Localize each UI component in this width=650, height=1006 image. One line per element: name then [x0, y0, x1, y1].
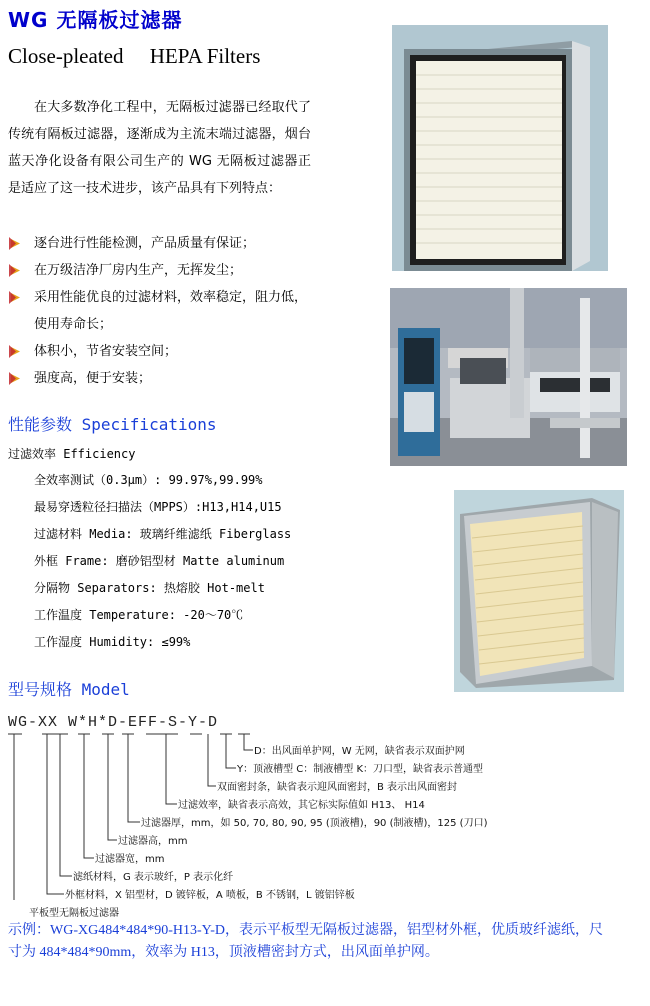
diagram-label: 过滤器高，mm — [118, 836, 188, 847]
filter-angled-photo — [454, 490, 624, 692]
bullet-icon — [8, 371, 23, 386]
page-subtitle: Close-pleated HEPA Filters — [8, 44, 261, 68]
feature-text: 体积小，节省安装空间； — [34, 344, 178, 359]
diagram-label: 滤纸材料，G 表示玻纤，P 表示化纤 — [73, 872, 234, 883]
spec-list — [34, 467, 291, 656]
filter-front-photo — [392, 25, 608, 271]
diagram-label: 外框材料，X 铝型材，D 镀锌板，A 喷板，B 不锈钢，L 镀铝锌板 — [65, 890, 355, 901]
spec-item: 工作温度 Temperature: -20～70℃ — [34, 608, 244, 622]
spec-item: 外框 Frame: 磨砂铝型材 Matte aluminum — [34, 554, 285, 568]
model-code: WG-XX W*H*D-EFF-S-Y-D — [8, 714, 219, 731]
bullet-icon — [8, 236, 23, 251]
feature-list — [8, 230, 313, 392]
diagram-label: 双面密封条，缺省表示迎风面密封，B 表示出风面密封 — [217, 782, 458, 793]
feature-text: 采用性能优良的过滤材料，效率稳定，阻力低，使用寿命长； — [34, 290, 308, 332]
spec-item: 分隔物 Separators: 热熔胶 Hot-melt — [34, 581, 265, 595]
feature-item — [8, 284, 313, 338]
page-title: WG 无隔板过滤器 — [8, 8, 183, 32]
diagram-label: Y：顶液槽型 C：制液槽型 K：刀口型，缺省表示普通型 — [237, 764, 484, 775]
diagram-label: D：出风面单护网，W 无网，缺省表示双面护网 — [254, 746, 465, 757]
cleanroom-test-station-photo — [390, 288, 627, 466]
diagram-label: 过滤效率，缺省表示高效，其它标实际值如 H13、 H14 — [178, 800, 425, 811]
bullet-icon — [8, 344, 23, 359]
feature-text: 强度高，便于安装； — [34, 371, 152, 386]
feature-item — [8, 365, 313, 392]
spec-item: 过滤材料 Media: 玻璃纤维滤纸 Fiberglass — [34, 527, 292, 541]
diagram-label: 平板型无隔板过滤器 — [29, 908, 119, 919]
model-title: 型号规格 Model — [8, 680, 130, 699]
bullet-icon — [8, 290, 23, 305]
spec-item: 全效率测试（0.3μm）: 99.97%,99.99% — [34, 473, 263, 487]
spec-item: 最易穿透粒径扫描法（MPPS）:H13,H14,U15 — [34, 500, 282, 514]
feature-item — [8, 230, 313, 257]
feature-text: 在万级洁净厂房内生产，无挥发尘； — [34, 263, 243, 278]
specifications-title: 性能参数 Specifications — [8, 415, 217, 434]
bullet-icon — [8, 263, 23, 278]
diagram-label: 过滤器宽，mm — [95, 854, 165, 865]
efficiency-heading: 过滤效率 Efficiency — [8, 447, 136, 461]
feature-item — [8, 338, 313, 365]
feature-text: 逐台进行性能检测，产品质量有保证； — [34, 236, 256, 251]
intro-paragraph: 在大多数净化工程中，无隔板过滤器已经取代了传统有隔板过滤器，逐渐成为主流末端过滤器，烟台蓝天净化设备有限公司生产的 WG 无隔板过滤器正是适应了这一技术进步，该产品具有下列特点： — [8, 100, 311, 196]
feature-item — [8, 257, 313, 284]
diagram-label: 过滤器厚，mm，如 50, 70, 80, 90, 95 (顶液槽)，90 (制液槽)，125 (刀口) — [141, 818, 488, 829]
spec-item: 工作湿度 Humidity: ≤99% — [34, 635, 191, 649]
example-text: 示例：WG-XG484*484*90-H13-Y-D，表示平板型无隔板过滤器，铝型材外框，优质玻纤滤纸，尺寸为 484*484*90mm，效率为 H13，顶液槽密封方式，出风面单护网。 — [8, 923, 603, 960]
